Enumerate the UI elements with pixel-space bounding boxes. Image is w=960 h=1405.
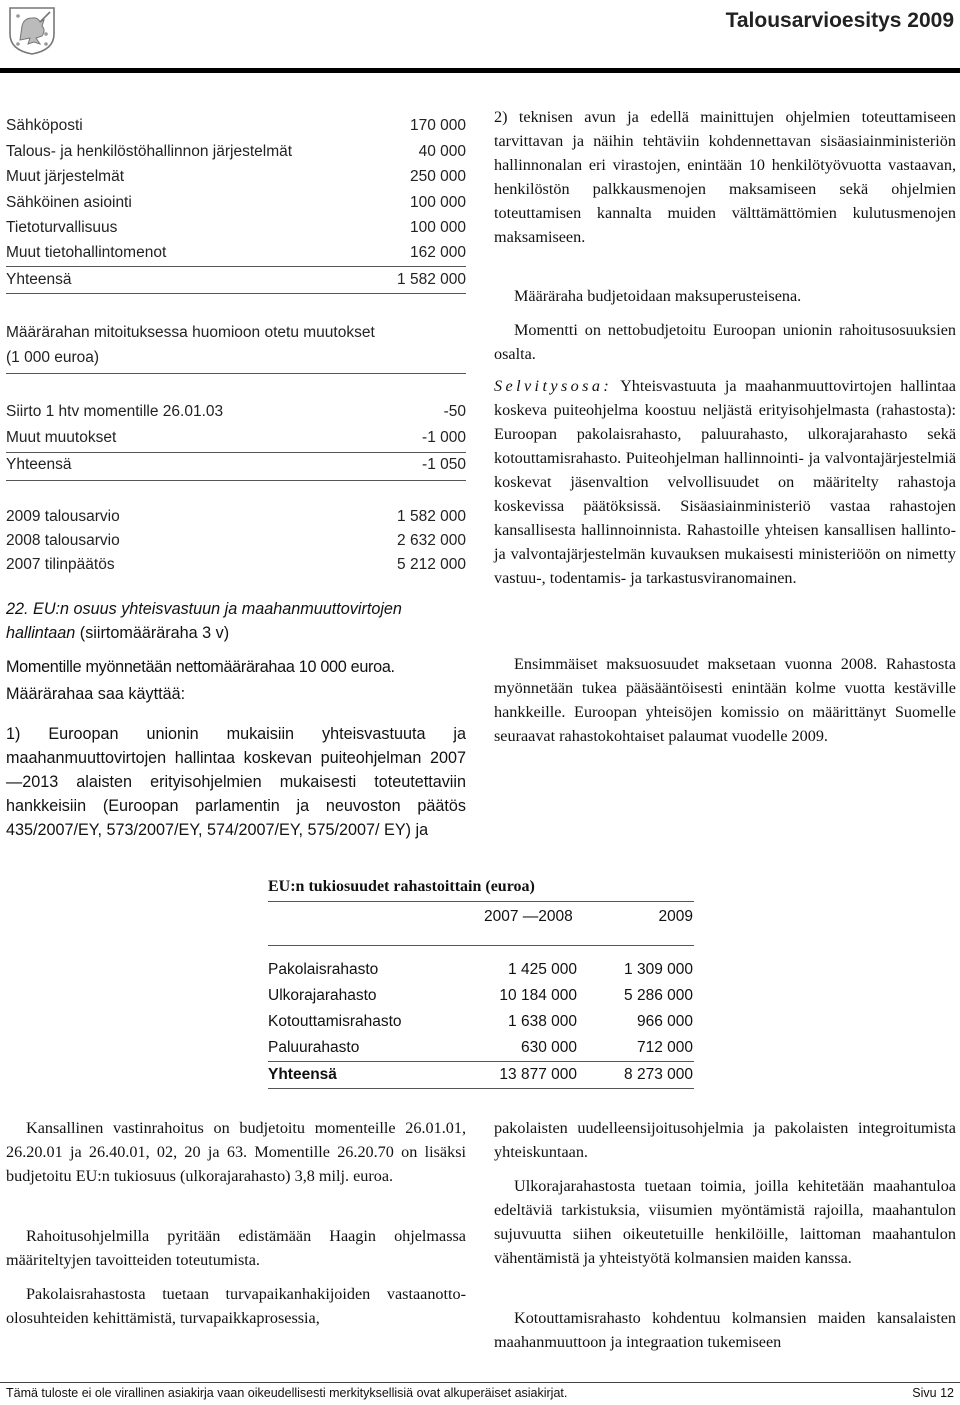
total-label: Yhteensä bbox=[6, 456, 72, 473]
paragraph: Määräraha budjetoidaan maksuperusteisena. bbox=[514, 287, 802, 305]
table-row bbox=[6, 403, 466, 425]
row-label: 2009 talousarvio bbox=[6, 508, 120, 525]
row-label: Muut muutokset bbox=[6, 429, 117, 446]
fund-value: 1 638 000 bbox=[508, 1013, 577, 1030]
section-title: EU:n osuus yhteisvastuun ja maahanmuuttovirtojen hallintaan bbox=[6, 600, 402, 642]
row-value: 1 582 000 bbox=[397, 508, 466, 525]
table-row bbox=[6, 532, 466, 554]
column-header: 2009 bbox=[658, 908, 693, 925]
row-value: 5 212 000 bbox=[397, 556, 466, 573]
paragraph: Kotouttamisrahasto kohdentuu kolmansien maiden kansalaisten maahanmuuttoon ja integraation tukemiseen bbox=[494, 1309, 956, 1351]
row-value: -50 bbox=[443, 403, 466, 420]
header-rule bbox=[0, 68, 960, 73]
table-rule bbox=[268, 901, 694, 902]
table-rule bbox=[268, 1061, 694, 1062]
table-row bbox=[6, 168, 466, 190]
paragraph: Kansallinen vastinrahoitus on budjetoitu momenteille 26.01.01, 26.20.01 ja 26.40.01, 02, 20 ja 63. Momentille 26.20.70 on lisäksi budjetoitu EU:n tukiosuus (ulkorajarahasto) 3,8 milj. euroa. bbox=[6, 1119, 466, 1185]
row-label: Muut järjestelmät bbox=[6, 168, 125, 185]
table-row bbox=[6, 429, 466, 451]
table-row bbox=[6, 556, 466, 578]
row-label: 2007 tilinpäätös bbox=[6, 556, 115, 573]
paragraph: Pakolaisrahastosta tuetaan turvapaikanhakijoiden vastaanotto-olosuhteiden kehittämistä, turvapaikkaprosessia, bbox=[6, 1285, 466, 1327]
funds-table-title: EU:n tukiosuudet rahastoittain (euroa) bbox=[268, 878, 535, 895]
row-value: 170 000 bbox=[409, 117, 466, 134]
table-row bbox=[6, 219, 466, 241]
paragraph: Momentti on nettobudjetoitu Euroopan unionin rahoitusosuuksien osalta. bbox=[494, 321, 956, 363]
total-row bbox=[6, 271, 466, 293]
table-row bbox=[6, 143, 466, 165]
fund-total-value: 8 273 000 bbox=[624, 1066, 693, 1083]
row-value: -1 000 bbox=[422, 429, 466, 446]
page-number: Sivu 12 bbox=[912, 1386, 954, 1400]
heading-line: Määrärahan mitoituksessa huomioon otetu muutokset bbox=[6, 324, 375, 341]
row-label: Sähköinen asiointi bbox=[6, 194, 132, 211]
table-row bbox=[6, 117, 466, 139]
selvitysosa-paragraph bbox=[494, 374, 956, 590]
fund-value: 712 000 bbox=[636, 1039, 693, 1056]
fund-value: 630 000 bbox=[520, 1039, 577, 1056]
footer-disclaimer: Tämä tuloste ei ole virallinen asiakirja vaan oikeudellisesti merkityksellisiä ovat alkuperäiset asiakirjat. bbox=[6, 1386, 568, 1400]
paragraph: Rahoitusohjelmilla pyritään edistämään Haagin ohjelmassa määriteltyjen tavoitteiden toteutumista. bbox=[6, 1227, 466, 1269]
section-heading bbox=[6, 597, 466, 645]
paragraph: Ulkorajarahastosta tuetaan toimia, joilla kehitetään maahantuloa edeltäviä tarkistuksia, viisumien myöntämistä rajoilla, maahantulon sujuvuutta siihen oikeutetuille henkilöille, laittoman maahantulon vähentämistä ja yhteistyötä kolmansien maiden kanssa. bbox=[494, 1177, 956, 1267]
changes-heading-unit bbox=[6, 349, 466, 371]
row-value: 100 000 bbox=[409, 219, 466, 236]
table-rule bbox=[6, 480, 466, 481]
paragraph: 1) Euroopan unionin mukaisiin yhteisvastuuta ja maahanmuuttovirtojen hallintaa koskevan puiteohjelman 2007 —2013 alaisten erityisohjelmien mukaisesti toteutettaviin hankkeisiin (Euroopan parlamentin ja neuvoston päätös 435/2007/EY, 573/2007/EY, 574/2007/EY, 575/2007/ EY) ja bbox=[6, 725, 466, 839]
finnish-lion-crest-icon bbox=[6, 4, 58, 56]
table-rule bbox=[268, 1088, 694, 1089]
paragraph: Määrärahaa saa käyttää: bbox=[6, 685, 186, 703]
selvitysosa-text: Yhteisvastuuta ja maahanmuuttovirtojen hallintaa koskeva puiteohjelma koostuu neljästä erityisohjelmasta (rahastosta): Euroopan pakolaisrahasto, paluurahasto, ulkorajarahasto sekä kotouttamisrahasto. Puiteohjelman hallinnointi- ja valvontajärjestelmiä koskevat jäsenvaltion velvollisuudet on määritelty rahastoja koskevissa päätöksissä. Sisäasiainministeriö vastaa rahastojen kansallisesta hallinnoinnista. Rahastoille yhteisen kansallisen hallinto- ja valvontajärjestelmän kuvauksen mukaisesti ministeriöön on nimetty vastuu-, todentamis- ja tarkastusviranomainen. bbox=[494, 377, 956, 587]
column-header: 2007 —2008 bbox=[484, 908, 573, 925]
row-label: 2008 talousarvio bbox=[6, 532, 120, 549]
row-value: 250 000 bbox=[409, 168, 466, 185]
footer-rule bbox=[0, 1382, 960, 1383]
fund-name: Paluurahasto bbox=[268, 1039, 360, 1056]
table-rule bbox=[268, 945, 694, 946]
fund-value: 1 309 000 bbox=[624, 961, 693, 978]
section-title-suffix: (siirtomääräraha 3 v) bbox=[75, 624, 230, 642]
heading-line: (1 000 euroa) bbox=[6, 349, 100, 366]
fund-total-label: Yhteensä bbox=[268, 1066, 337, 1083]
row-value: 2 632 000 bbox=[397, 532, 466, 549]
row-label: Muut tietohallintomenot bbox=[6, 244, 167, 261]
row-label: Talous- ja henkilöstöhallinnon järjestelmät bbox=[6, 143, 293, 160]
changes-heading bbox=[6, 324, 466, 346]
table-rule bbox=[6, 373, 466, 374]
total-label: Yhteensä bbox=[6, 271, 72, 288]
table-rule bbox=[6, 452, 466, 453]
table-rule bbox=[6, 266, 466, 267]
row-value: 162 000 bbox=[409, 244, 466, 261]
paragraph: Ensimmäiset maksuosuudet maksetaan vuonna 2008. Rahastosta myönnetään tukea pääsääntöisesti enintään kolme vuotta kestäville hankkeille. Euroopan yhteisöjen komissio on määrittänyt Suomelle seuraavat rahastokohtaiset palaumat vuodelle 2009. bbox=[494, 655, 956, 745]
document-title: Talousarvioesitys 2009 bbox=[725, 9, 954, 32]
fund-value: 10 184 000 bbox=[499, 987, 577, 1004]
fund-name: Ulkorajarahasto bbox=[268, 987, 377, 1004]
fund-name: Kotouttamisrahasto bbox=[268, 1013, 402, 1030]
fund-value: 966 000 bbox=[636, 1013, 693, 1030]
table-rule bbox=[6, 293, 466, 294]
selvitysosa-label: Selvitysosa: bbox=[494, 377, 613, 395]
row-label: Sähköposti bbox=[6, 117, 83, 134]
section-number: 22. bbox=[6, 600, 29, 618]
paragraph: 2) teknisen avun ja edellä mainittujen ohjelmien toteuttamiseen tarvittavan ja näihin tehtäviin kohdennettavan sisäasiainministeriön hallinnonalan eri virastojen, enintään 10 henkilötyövuotta vastaavan, henkilöstön palkkausmenojen maksamiseen sekä ohjelmien toteuttamisen kannalta muiden välttämättömien kulutusmenojen maksamiseen. bbox=[494, 108, 956, 246]
paragraph: Momentille myönnetään nettomäärärahaa 10 000 euroa. bbox=[6, 658, 395, 676]
total-value: 1 582 000 bbox=[397, 271, 466, 288]
fund-total-value: 13 877 000 bbox=[499, 1066, 577, 1083]
row-label: Tietoturvallisuus bbox=[6, 219, 118, 236]
paragraph: pakolaisten uudelleensijoitusohjelmia ja pakolaisten integroitumista yhteiskuntaan. bbox=[494, 1119, 956, 1161]
fund-name: Pakolaisrahasto bbox=[268, 961, 379, 978]
table-row bbox=[6, 244, 466, 266]
fund-value: 5 286 000 bbox=[624, 987, 693, 1004]
total-row bbox=[6, 456, 466, 478]
fund-value: 1 425 000 bbox=[508, 961, 577, 978]
row-value: 40 000 bbox=[418, 143, 466, 160]
table-row bbox=[6, 508, 466, 530]
total-value: -1 050 bbox=[422, 456, 466, 473]
row-value: 100 000 bbox=[409, 194, 466, 211]
table-row bbox=[6, 194, 466, 216]
row-label: Siirto 1 htv momentille 26.01.03 bbox=[6, 403, 224, 420]
